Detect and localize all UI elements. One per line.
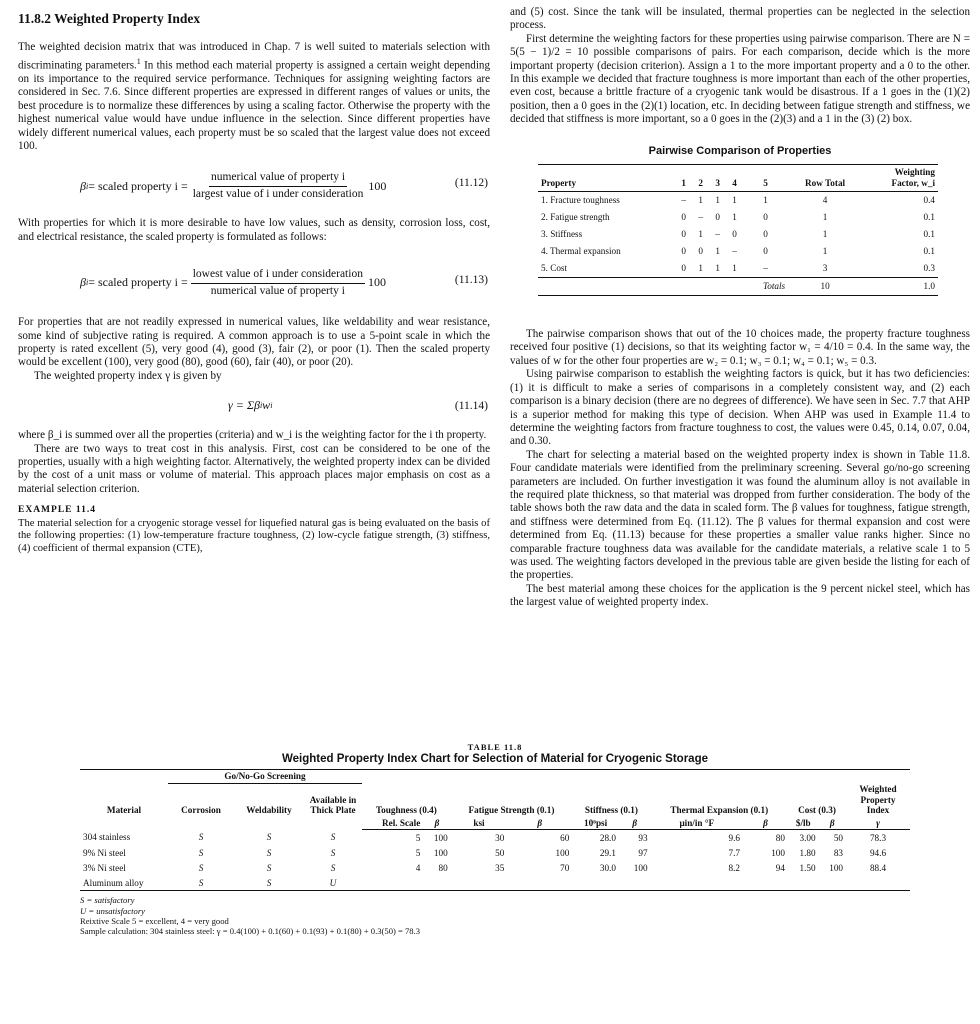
table-cell: 28.0: [599, 832, 616, 843]
col-stiffness: Stiffness (0.1): [584, 805, 638, 816]
table-cell: 1: [715, 263, 720, 274]
table-cell: 1: [698, 195, 703, 206]
paragraph-index-given: The weighted property index γ is given by: [34, 369, 222, 382]
table-cell: 5: [415, 832, 421, 843]
paragraph-pairwise-result: The pairwise comparison shows that out of the 10 choices made, the property fracture toughness received four positive (1) decisions, so that its weighting factor w₁ = 4/10 = 0.4. In the same way, the values of w for the other four properties are w₂ = 0.1; w₃ = 0.1; w₄ = 0.1; w₅ = 0.3.: [510, 328, 970, 367]
property-name: 3. Stiffness: [541, 229, 583, 240]
table-cell: 1: [698, 229, 703, 240]
eq2-lhs-text: = scaled property i =: [88, 275, 188, 290]
table-cell: 1: [732, 212, 737, 223]
table-cell: 3.00: [799, 832, 816, 843]
table-cell: –: [715, 229, 720, 240]
table-cell: 70: [560, 862, 570, 873]
eq3-text: γ = Σβ: [228, 398, 260, 413]
table-cell: 1.80: [799, 847, 816, 858]
equation-11-13: [18, 244, 490, 316]
material-name: 9% Ni steel: [83, 847, 126, 858]
table-cell: 7.7: [728, 847, 740, 858]
eq1-lhs-text: = scaled property i =: [88, 178, 188, 193]
eq1-beta: β: [80, 178, 86, 193]
eq1-number: (11.12): [454, 177, 488, 190]
note-unsatisfactory: U = unsatisfactory: [80, 905, 145, 916]
table-row: [80, 875, 910, 891]
paragraph-cost: There are two ways to treat cost in this analysis. First, cost can be considered to be one of the properties, usually with a high weighting factor. Alternatively, the weighted property index can be divided by the cost of a unit mass or volume of material. This approach places major emphasis on cost as a material selection criterion.: [18, 442, 490, 495]
table-cell: [788, 875, 819, 891]
material-name: Aluminum alloy: [80, 875, 168, 891]
table-cell: –: [681, 195, 687, 206]
table-cell: [572, 875, 619, 891]
eq2-fraction: [191, 268, 365, 298]
sub-rel-scale: Rel. Scale: [362, 817, 423, 830]
sub-beta: β: [619, 817, 651, 830]
table-cell: [709, 278, 726, 296]
paragraph-subjective: For properties that are not readily expressed in numerical values, like weldability and wear resistance, some kind of subjective rating is required. A common approach is to use a 5-point scale in which the property is rated excellent (5), very good (4), good (3), fair (2), or poor (1). Then the scaled property would be excellent (100), very good (80), good (60), fair (40), or poor (20).: [18, 316, 490, 369]
col-thermal: Thermal Expansion (0.1): [670, 805, 769, 816]
pw-header: 2: [692, 165, 709, 192]
table-cell: 1: [732, 263, 737, 274]
table-cell: S: [330, 862, 336, 873]
right-column: [510, 6, 970, 610]
property-name: 5. Cost: [541, 263, 568, 274]
footnote-mark: 1: [136, 56, 141, 66]
table-row: [538, 226, 938, 243]
table-cell: [507, 875, 572, 891]
table-cell: 0: [715, 212, 720, 223]
paragraph-deficiencies: Using pairwise comparison to establish the weighting factors is quick, but it has two deficiencies: (1) it is difficult to make a series of comparisons in a completely consistent way, and (2) each comparison is a binary decision (there are no degrees of difference). We have seen in Sec. 7.7 that AHP is a superior method for making this type of decision. When AHP was used in Example 11.4 to determine the weighting factors from fracture toughness to cost, the values were 0.45, 0.14, 0.07, 0.04, and 0.30.: [510, 368, 970, 448]
table-cell: –: [732, 246, 737, 257]
left-column: [18, 6, 490, 556]
col-fatigue: Fatigue Strength (0.1): [468, 805, 555, 816]
table-cell: 0: [681, 229, 687, 240]
table-cell: 50: [833, 832, 843, 843]
table-row: [80, 845, 910, 860]
table-cell: 88.4: [869, 862, 887, 873]
table-cell: –: [763, 263, 768, 274]
table-cell: 100: [829, 862, 843, 873]
table-cell: S: [168, 875, 234, 891]
property-name: 1. Fracture toughness: [541, 195, 620, 206]
table-cell: S: [198, 832, 204, 843]
table-cell: 0.1: [923, 212, 935, 223]
table-cell: 97: [638, 847, 648, 858]
table-row: [538, 260, 938, 278]
sub-beta: β: [507, 817, 572, 830]
table-cell: [743, 875, 788, 891]
table-cell: 0.3: [923, 263, 935, 274]
property-name: 2. Fatigue strength: [541, 212, 610, 223]
table-cell: 0: [763, 212, 768, 223]
eq1-fraction: [191, 171, 366, 201]
table-cell: 0: [732, 229, 737, 240]
table-cell: S: [266, 832, 272, 843]
pw-header: 3: [709, 165, 726, 192]
eq2-number: (11.13): [454, 274, 488, 287]
table-cell: –: [698, 212, 703, 223]
table-cell: [619, 875, 651, 891]
sub-cost: $/lb: [788, 817, 819, 830]
eq1-numerator: numerical value of property i: [209, 171, 347, 186]
weighted-property-body: [80, 830, 910, 891]
table-row: [80, 830, 910, 846]
table-cell: S: [330, 832, 336, 843]
table-cell: 4: [415, 862, 421, 873]
table-cell: 1: [822, 212, 828, 223]
table-cell: 60: [560, 832, 570, 843]
table-cell: 1: [763, 195, 768, 206]
col-cost: Cost (0.3): [798, 805, 836, 816]
eq2-denominator: numerical value of property i: [210, 284, 345, 297]
table-cell: 0: [763, 246, 768, 257]
weighted-property-table: [80, 769, 910, 891]
totals-label: Totals: [743, 278, 788, 296]
table-cell: [692, 278, 709, 296]
table-cell: 9.6: [728, 832, 740, 843]
table-title: Weighted Property Index Chart for Selection of Material for Cryogenic Storage: [282, 753, 708, 765]
paragraph-chart: The chart for selecting a material based on the weighted property index is shown in Table 11.8. Four candidate materials were identified from the preliminary screening. Several go/no-go screening parameters are included. On further investigation it was found the aluminum alloy is not available in the required plate thickness, so that material was dropped from further consideration. The body of the table shows both the raw data and the data in scaled form. The β values for toughness, fatigue strength, and stiffness were determined from Eq. (11.12). The β values for thermal expansion and cost were determined from Eq. (11.13) because for these properties a smaller value ranks higher. Since no comparable fracture toughness data was available for the candidate materials, a relative scale 1 to 5 was used. The weighting factors developed in the previous table are given beside the listing for each of the properties.: [510, 448, 970, 582]
table-cell: 0.1: [923, 246, 935, 257]
table-cell: S: [198, 847, 204, 858]
col-index: Weighted Property Index: [859, 784, 897, 816]
table-cell: 94.6: [869, 847, 887, 858]
table-cell: 0.1: [923, 229, 935, 240]
eq3-sub1: i: [259, 401, 263, 411]
eq2-beta: β: [80, 275, 86, 290]
table-cell: 0: [763, 229, 768, 240]
pairwise-body: [538, 192, 938, 296]
eq2-multiplier: 100: [367, 275, 386, 290]
table-cell: 50: [495, 847, 505, 858]
material-name: 304 stainless: [83, 832, 131, 843]
table-label: TABLE 11.8: [467, 742, 523, 752]
table-cell: 1: [715, 195, 720, 206]
table-row: [538, 209, 938, 226]
col-corrosion: Corrosion: [181, 805, 221, 816]
table-cell: 3: [822, 263, 828, 274]
material-name: 3% Ni steel: [83, 862, 126, 873]
table-cell: [819, 875, 846, 891]
pw-header: Property: [538, 165, 675, 192]
table-cell: [846, 875, 910, 891]
equation-11-12: [18, 153, 490, 217]
table-cell: [423, 875, 450, 891]
sub-ksi: ksi: [451, 817, 508, 830]
table-cell: 78.3: [869, 832, 887, 843]
property-name: 4. Thermal expansion: [541, 246, 621, 257]
totals-row: [538, 278, 938, 296]
go-nogo-header: Go/No-Go Screening: [168, 770, 362, 784]
table-cell: 100: [433, 847, 448, 858]
table-cell: 1: [698, 263, 703, 274]
table-cell: 29.1: [599, 847, 616, 858]
sub-expansion: μin/in °F: [651, 817, 743, 830]
table-cell: 0: [681, 263, 687, 274]
table-cell: 80: [775, 832, 785, 843]
paragraph-intro-b: In this method each material property is assigned a certain weight depending on its importance to the required service performance. Techniques for assigning weighting factors are considered in Sec. 7.6. Since different properties are expressed in different ranges of values or units, the best procedure is to normalize these differences by using a scaling factor. Otherwise the property with the highest numerical value would have undue influence in the selection. Since different properties have widely different numerical values, each property must be so scaled that the largest value does not exceed 100.: [18, 59, 490, 152]
table-cell: 0: [681, 246, 687, 257]
note-sample: Sample calculation: 304 stainless steel: γ = 0.4(100) + 0.1(60) + 0.1(93) + 0.1(80) + 0.3(50) = 78.3: [80, 926, 421, 937]
table-cell: 93: [638, 832, 648, 843]
paragraph-intro-a: The weighted decision matrix that was introduced in Chap. 7 is well suited to materials selection with discriminating parameters.: [18, 41, 490, 72]
eq1-multiplier: 100: [368, 178, 387, 193]
pairwise-header-row: [538, 165, 938, 192]
col-material: Material: [106, 805, 142, 816]
table-cell: 94: [775, 862, 785, 873]
table-row: [80, 860, 910, 875]
col-weldability: Weldability: [246, 805, 292, 816]
paragraph-weighting: First determine the weighting factors for these properties using pairwise comparison. There are N = 5(5 − 1)/2 = 10 possible comparisons of pairs. For each comparison, decide which is the more important property (decision criterion). Assign a 1 to the more important property and a 0 to the other. In this example we decided that fracture toughness is more important than each of the other properties, even cost, because a brittle fracture of a cryogenic tank would be disastrous. If a 1 goes in the (1)(2) position, then a 0 goes in the (2)(1) location, etc. In deciding between fatigue strength and stiffness, we decided that stiffness is more important, so a 0 goes in the (2)(3) and a 1 in the (3) (2) box.: [510, 32, 970, 126]
table-cell: 4: [822, 195, 828, 206]
paragraph-low-values: With properties for which it is more desirable to have low values, such as density, corrosion loss, cost, and electrical resistance, the scaled property is formulated as follows:: [18, 217, 490, 243]
paragraph-where: where β_i is summed over all the properties (criteria) and w_i is the weighting factor for the i th property.: [18, 429, 487, 442]
table-cell: 100: [771, 847, 785, 858]
section-title: 11.8.2 Weighted Property Index: [18, 11, 201, 26]
pw-header: 4: [726, 165, 743, 192]
table-cell: 1: [732, 195, 737, 206]
table-cell: 30: [495, 832, 505, 843]
table-row: [538, 243, 938, 260]
pw-header: Row Total: [788, 165, 862, 192]
col-available: Available in Thick Plate: [309, 794, 357, 816]
table-cell: [451, 875, 508, 891]
table-cell: 35: [495, 862, 505, 873]
eq1-denominator: largest value of i under consideration: [192, 187, 364, 200]
table-cell: 83: [833, 847, 843, 858]
table-cell: 100: [433, 832, 448, 843]
table-cell: S: [330, 847, 336, 858]
table-cell: 100: [555, 847, 570, 858]
table-cell: S: [234, 875, 304, 891]
paragraph-best: The best material among these choices for the application is the 9 percent nickel steel, which has the largest value of weighted property index.: [510, 582, 970, 609]
pw-header: 1: [675, 165, 692, 192]
table-cell: 30.0: [599, 862, 616, 873]
table-cell: U: [304, 875, 362, 891]
sub-beta: β: [819, 817, 846, 830]
note-satisfactory: S = satisfactory: [80, 895, 135, 906]
eq1-sub: i: [85, 181, 89, 191]
table-cell: 5: [415, 847, 421, 858]
totals-row-total: 10: [788, 278, 862, 296]
sub-gamma: γ: [846, 817, 910, 830]
sub-beta: β: [423, 817, 450, 830]
table-cell: 1: [715, 246, 720, 257]
pairwise-table: [538, 164, 938, 296]
totals-weight: 1.0: [862, 278, 938, 296]
table-cell: 1: [822, 229, 828, 240]
eq3-sub2: i: [270, 401, 273, 411]
table-cell: S: [198, 862, 204, 873]
table-cell: [651, 875, 743, 891]
sub-beta: β: [743, 817, 788, 830]
table-11-8: [80, 742, 910, 936]
eq2-numerator: lowest value of i under consideration: [191, 268, 365, 283]
eq3-number: (11.14): [454, 400, 488, 413]
table-cell: 8.2: [728, 862, 740, 873]
table-cell: 0: [698, 246, 703, 257]
eq3-w: w: [262, 398, 271, 413]
paragraph-intro: [18, 41, 490, 153]
table-cell: 0: [681, 212, 687, 223]
table-cell: 1.50: [799, 862, 816, 873]
table-cell: 80: [438, 862, 448, 873]
table-cell: 1: [822, 246, 828, 257]
table-cell: 0.4: [923, 195, 935, 206]
equation-11-14: [18, 383, 490, 429]
pw-header: Weighting Factor, w_i: [862, 165, 938, 192]
pw-header: 5: [743, 165, 788, 192]
table-cell: [362, 875, 423, 891]
table-cell: [675, 278, 692, 296]
note-scale: Reixtive Scale 5 = excellent, 4 = very good: [80, 915, 229, 926]
table-cell: 100: [633, 862, 648, 873]
table-cell: [726, 278, 743, 296]
table-notes: [80, 895, 910, 936]
example-heading: EXAMPLE 11.4: [18, 505, 96, 516]
sub-psi: 10⁶psi: [572, 817, 619, 830]
table-row: [538, 192, 938, 210]
eq2-sub: i: [85, 278, 89, 288]
example-text: The material selection for a cryogenic storage vessel for liquefied natural gas is being evaluated on the basis of the following properties: (1) low-temperature fracture toughness, (2) low-cycle fatigue strength, (3) stiffness, (4) coefficient of thermal expansion (CTE),: [18, 517, 490, 555]
table-cell: S: [266, 847, 272, 858]
pairwise-title: Pairwise Comparison of Properties: [648, 144, 832, 157]
col-toughness: Toughness (0.4): [375, 805, 437, 816]
table-cell: S: [266, 862, 272, 873]
paragraph-continued: and (5) cost. Since the tank will be insulated, thermal properties can be neglected in the selection process.: [510, 6, 970, 32]
table-cell: [538, 278, 675, 296]
